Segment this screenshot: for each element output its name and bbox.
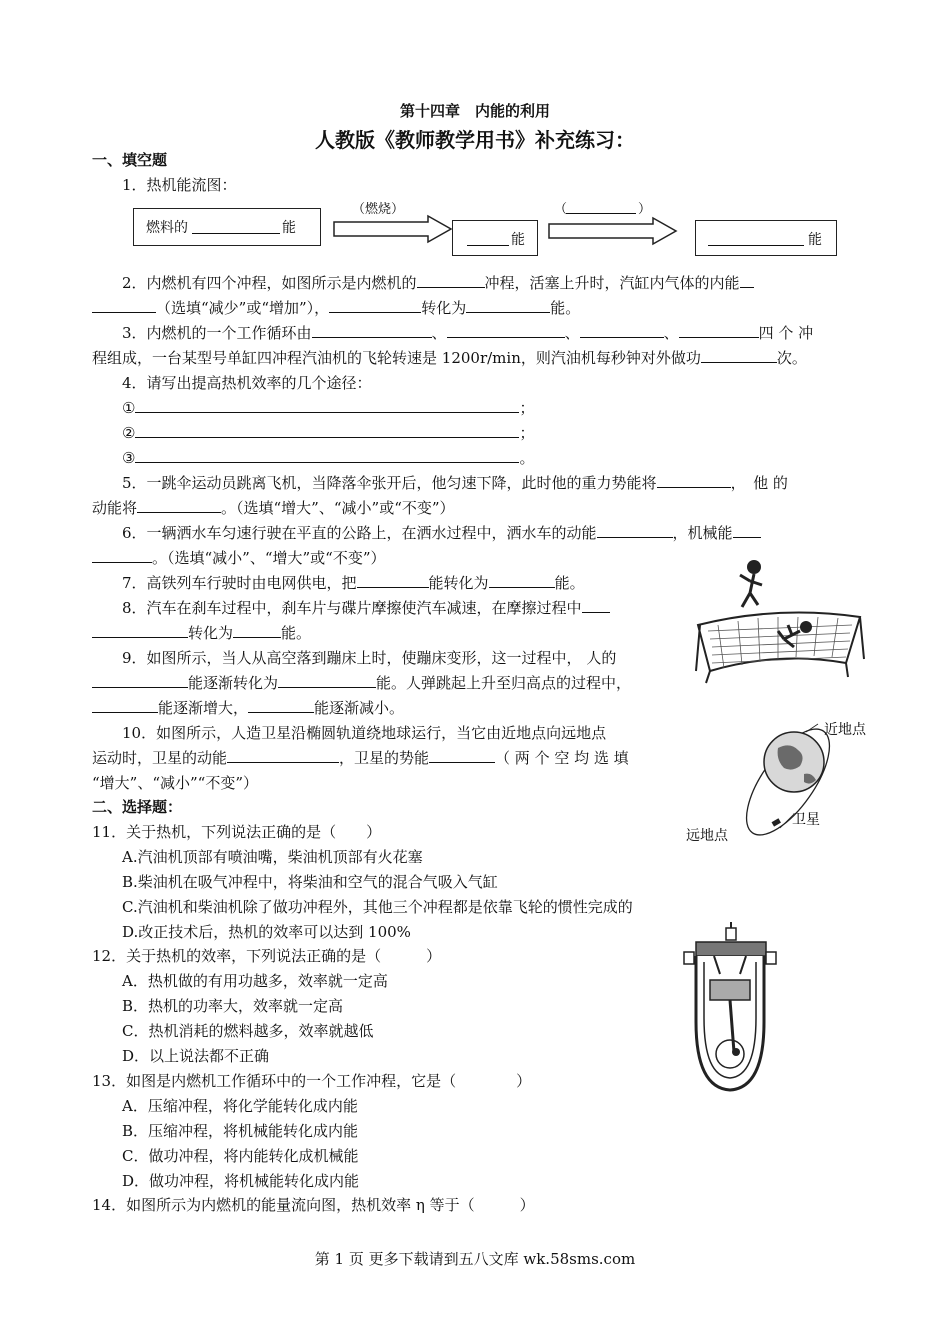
item-mark: ① <box>122 399 136 417</box>
blank <box>248 698 314 713</box>
item-end: ； <box>519 424 535 442</box>
q7-c: 能。 <box>554 574 585 592</box>
q2-line1-a: 2．内燃机有四个冲程，如图所示是内燃机的 <box>122 274 417 292</box>
q2-line2-a: （选填“减少”或“增加”）， <box>156 299 330 317</box>
flow-arrow2-open: （ <box>554 202 568 217</box>
item-end: 。 <box>519 449 535 467</box>
blank <box>135 398 519 413</box>
blank <box>92 673 188 688</box>
blank <box>135 423 519 438</box>
item-end: ； <box>519 399 535 417</box>
blank <box>92 548 152 563</box>
q3-line2-b: 次。 <box>776 349 807 367</box>
blank <box>135 448 519 463</box>
q10-line2-a: 运动时，卫星的动能 <box>92 749 228 767</box>
blank <box>467 231 509 246</box>
flow-arrow-1 <box>333 214 453 244</box>
blank <box>566 199 636 214</box>
blank <box>701 348 777 363</box>
blank <box>227 748 339 763</box>
q14-stem: 14．如图所示为内燃机的能量流向图，热机效率 η 等于（ ） <box>92 1196 535 1214</box>
blank <box>447 323 565 338</box>
q12-option-c: C．热机消耗的燃料越多，效率就越低 <box>122 1022 374 1040</box>
q11-stem: 11．关于热机，下列说法正确的是（ ） <box>92 823 382 841</box>
blank <box>329 298 421 313</box>
chapter-title: 第十四章 内能的利用 <box>399 102 550 120</box>
q8-line1: 8．汽车在刹车过程中，刹车片与碟片摩擦使汽车减速，在摩擦过程中 <box>122 599 582 617</box>
blank <box>466 298 550 313</box>
q8-line2-b: 能。 <box>281 624 312 642</box>
q10-line1: 10．如图所示，人造卫星沿椭圆轨道绕地球运行，当它由近地点向远地点 <box>122 724 607 742</box>
q6-line1-a: 6．一辆洒水车匀速行驶在平直的公路上，在洒水过程中，洒水车的动能 <box>122 524 597 542</box>
blank <box>417 273 485 288</box>
q11-option-d: D.改正技术后，热机的效率可以达到 100% <box>122 923 411 941</box>
blank <box>429 748 495 763</box>
q5-line1-a: 5．一跳伞运动员跳离飞机，当降落伞张开后，他匀速下降，此时他的重力势能将 <box>122 474 657 492</box>
q8-line2-a: 转化为 <box>188 624 234 642</box>
q10-line3: “增大”、“减小”“不变”） <box>92 774 259 792</box>
flow-box3-suffix: 能 <box>808 232 822 248</box>
q9-line3-b: 能逐渐减小。 <box>314 699 405 717</box>
q6-line2: 。（选填“减小”、“增大”或“不变”） <box>152 549 386 567</box>
q1-text: 1．热机能流图： <box>122 176 237 194</box>
flow-arrow1-label: （燃烧） <box>352 202 405 217</box>
q12-option-b: B．热机的功率大，效率就一定高 <box>122 997 344 1015</box>
label-satellite: 卫星 <box>792 812 820 828</box>
trampoline-figure <box>688 555 868 685</box>
blank <box>733 523 761 538</box>
q5-line2-a: 动能将 <box>92 499 138 517</box>
item-mark: ② <box>122 424 136 442</box>
q12-option-d: D．以上说法都不正确 <box>122 1047 270 1065</box>
blank <box>580 323 664 338</box>
separator: 、 <box>431 324 447 342</box>
q11-option-a: A.汽油机顶部有喷油嘴，柴油机顶部有火花塞 <box>122 848 423 866</box>
blank <box>137 498 221 513</box>
separator: 、 <box>663 324 679 342</box>
label-apogee: 远地点 <box>686 828 728 844</box>
q3-line1-b: 四 个 冲 <box>758 324 814 342</box>
q12-stem: 12．关于热机的效率，下列说法正确的是（ ） <box>92 947 442 965</box>
section-heading-choice: 二、选择题： <box>92 798 183 816</box>
blank <box>657 473 731 488</box>
q4-text: 4．请写出提高热机效率的几个途径： <box>122 374 372 392</box>
flow-box1-prefix: 燃料的 <box>146 220 188 236</box>
q9-line3-a: 能逐渐增大， <box>158 699 249 717</box>
q2-line2-c: 能。 <box>550 299 581 317</box>
page-title: 人教版《教师教学用书》补充练习： <box>315 128 635 152</box>
blank <box>597 523 673 538</box>
blank <box>489 573 555 588</box>
flow-arrow2-close: ） <box>638 202 652 217</box>
flow-box-fuel <box>133 208 321 246</box>
q2-line2-b: 转化为 <box>421 299 467 317</box>
q5-line1-b: ， 他 的 <box>730 474 788 492</box>
q3-line1-a: 3．内燃机的一个工作循环由 <box>122 324 312 342</box>
blank <box>92 298 156 313</box>
q9-line1: 9．如图所示，当人从高空落到蹦床上时，使蹦床变形，这一过程中， 人的 <box>122 649 617 667</box>
q11-option-b: B.柴油机在吸气冲程中，将柴油和空气的混合气吸入气缸 <box>122 873 498 891</box>
blank <box>708 231 804 246</box>
q2-line1-b: 冲程，活塞上升时，汽缸内气体的内能 <box>484 274 740 292</box>
q12-option-a: A．热机做的有用功越多，效率就一定高 <box>122 972 388 990</box>
q5-line2-b: 。（选填“增大”、“减小”或“不变”） <box>221 499 455 517</box>
q7-b: 能转化为 <box>428 574 489 592</box>
blank <box>740 273 754 288</box>
section-heading-fill: 一、填空题 <box>92 151 168 169</box>
blank <box>92 698 158 713</box>
blank <box>582 598 610 613</box>
blank <box>312 323 432 338</box>
blank <box>357 573 429 588</box>
blank <box>192 219 280 234</box>
blank <box>679 323 759 338</box>
q13-stem: 13．如图是内燃机工作循环中的一个工作冲程，它是（ ） <box>92 1072 532 1090</box>
page-footer: 第 1 页 更多下载请到五八文库 wk.58sms.com <box>314 1250 636 1268</box>
item-mark: ③ <box>122 449 136 467</box>
q11-option-c: C.汽油机和柴油机除了做功冲程外，其他三个冲程都是依靠飞轮的惯性完成的 <box>122 898 633 916</box>
flow-box2-suffix: 能 <box>511 232 525 248</box>
q13-option-c: C．做功冲程，将内能转化成机械能 <box>122 1147 359 1165</box>
flow-box-middle <box>452 220 538 256</box>
blank <box>92 623 188 638</box>
q13-option-b: B．压缩冲程，将机械能转化成内能 <box>122 1122 359 1140</box>
q13-option-d: D．做功冲程，将机械能转化成内能 <box>122 1172 360 1190</box>
separator: 、 <box>564 324 580 342</box>
q13-option-a: A．压缩冲程，将化学能转化成内能 <box>122 1097 358 1115</box>
blank <box>278 673 376 688</box>
satellite-orbit-figure <box>680 712 880 852</box>
blank <box>233 623 281 638</box>
q9-line2-a: 能逐渐转化为 <box>188 674 279 692</box>
q6-line1-b: ，机械能 <box>672 524 733 542</box>
energy-flow-diagram <box>130 198 850 258</box>
q10-line2-c: （ 两 个 空 均 选 填 <box>495 749 629 767</box>
q7-a: 7．高铁列车行驶时由电网供电，把 <box>122 574 357 592</box>
flow-box-useful <box>695 220 837 256</box>
q9-line2-b: 能。人弹跳起上升至归高点的过程中， <box>376 674 632 692</box>
q3-line2-a: 程组成，一台某型号单缸四冲程汽油机的飞轮转速是 1200r/min，则汽油机每秒钟对外做功 <box>92 349 701 367</box>
engine-cylinder-figure <box>680 922 780 1100</box>
q10-line2-b: ，卫星的势能 <box>339 749 430 767</box>
flow-box1-suffix: 能 <box>282 220 296 236</box>
label-perigee: 近地点 <box>824 722 866 738</box>
flow-arrow-2 <box>548 216 678 246</box>
